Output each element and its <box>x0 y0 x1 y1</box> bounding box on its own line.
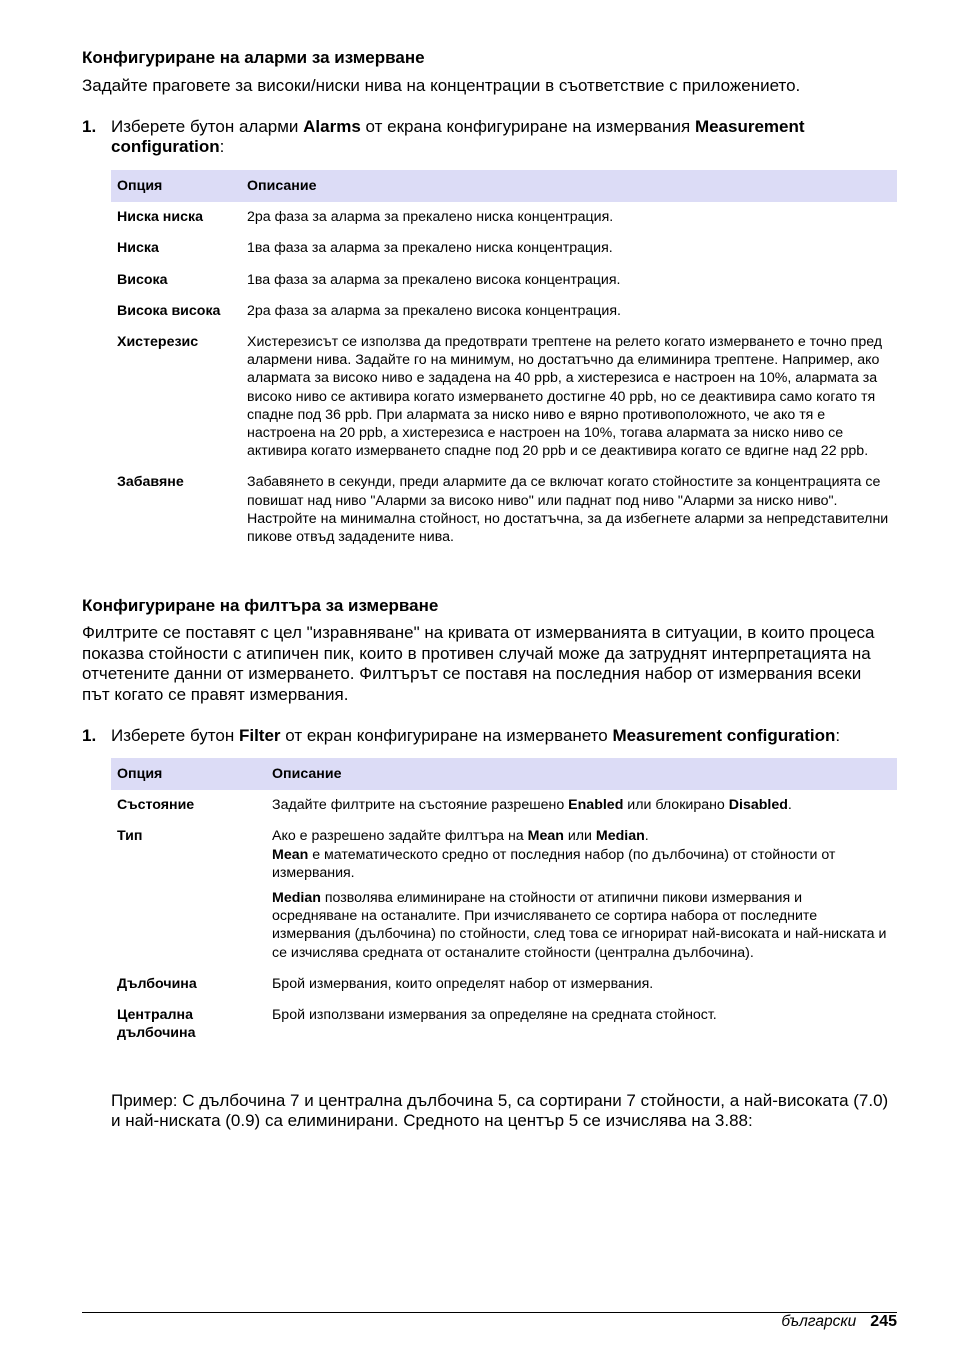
footer-language: български <box>781 1313 857 1330</box>
option-description: 2ра фаза за аларма за прекалено висока концентрация. <box>247 302 621 319</box>
filter-button-name: Filter <box>238 726 281 745</box>
table-row <box>111 969 897 1000</box>
option-description: Забавянето в секунди, преди алармите да се включат когато стойностите за концентрацията се повишат над ниво "Аларми за високо ниво" или паднат под ниво "Аларми за ниско ниво". Настройте на минимална стойност, но достатъчна, за да избегнете аларми за непредставителни пикове отвъд зададените нива. <box>247 474 889 546</box>
header-option: Опция <box>111 170 241 202</box>
option-name: Централна дълбочина <box>117 1007 196 1042</box>
table-row <box>111 265 897 296</box>
step-number: 1. <box>82 726 97 745</box>
table-row <box>111 790 897 821</box>
option-description: 1ва фаза за аларма за прекалено ниска концентрация. <box>247 240 613 257</box>
alarms-button-name: Alarms <box>303 117 361 136</box>
table-row <box>111 1000 897 1049</box>
option-name: Състояние <box>117 797 195 814</box>
table-header-row <box>111 170 897 202</box>
step-text: Изберете бутон аларми Alarms от екрана конфигуриране на измервания Measurement configuration: <box>111 117 805 156</box>
table-row <box>111 327 897 467</box>
filter-heading: Конфигуриране на филтъра за измерване <box>82 596 439 615</box>
option-description: Брой измервания, които определят набор от измервания. <box>272 975 654 992</box>
option-name: Хистерезис <box>117 334 199 351</box>
option-name: Ниска ниска <box>117 209 203 226</box>
option-name: Дълбочина <box>117 975 197 992</box>
filter-options-table <box>111 758 897 1049</box>
table-row <box>111 233 897 264</box>
option-name: Тип <box>117 828 143 845</box>
page-number: 245 <box>870 1313 897 1330</box>
example-paragraph: Пример: С дълбочина 7 и централна дълбочина 5, са сортирани 7 стойности, а най-високата (7.0) и най-ниската (0.9) са елиминирани. Средното на център 5 се изчислява на 3.88: <box>111 1091 889 1130</box>
screen-name: Measurement configuration <box>612 726 836 745</box>
option-description: Задайте филтрите на състояние разрешено Enabled или блокирано Disabled. <box>272 797 792 814</box>
alarms-options-table <box>111 170 897 553</box>
table-header-row <box>111 758 897 790</box>
option-description: Ако е разрешено задайте филтъра на Mean или Median. Mean е математическото средно от последния набор (по дълбочина) от стойности от измервания. Median позволява елиминиране на стойности от атипични пикови измервания и осредняване на останалите. При изчисляването се сортира набора от последните измервания (дълбочина) по стойности, след това се игнорират най-високата и най-ниската и се изчислява средната от останалите стойности (централна дълбочина). <box>272 828 887 961</box>
step-text: Изберете бутон Filter от екран конфигуриране на измерването Measurement configuration: <box>111 726 841 745</box>
option-description: Хистерезисът се използва да предотврати трептене на релето когато измерването е точно пред алармени нива. Задайте го на минимум, но достатъчно да елиминира трептене. Например, ако алармата за високо ниво е зададена на 40 ppb, а хистерезиса е настроен на 10%, алармата за високо ниво се активира когато измерването достигне 40 ppb, но се деактивира само когато тя спадне под 36 ppb. При алармата за ниско ниво е вярно противоположното, че ако тя е настроена на 20 ppb, а хистерезиса е настроен на 10%, тогава алармата за ниско ниво се активира когато измерването спадне под 20 ppb и се деактивира когато се вдигне над 22 ppb. <box>247 334 883 460</box>
screen-name: Measurement configuration <box>111 117 805 156</box>
alarms-heading: Конфигуриране на аларми за измерване <box>82 48 425 67</box>
option-name: Ниска <box>117 240 159 257</box>
option-description: 1ва фаза за аларма за прекалено висока концентрация. <box>247 271 621 288</box>
alarms-intro: Задайте праговете за високи/ниски нива на концентрации в съответствие с приложението. <box>82 76 801 95</box>
header-description: Описание <box>241 170 897 202</box>
option-description: 2ра фаза за аларма за прекалено ниска концентрация. <box>247 209 614 226</box>
option-name: Висока висока <box>117 302 221 319</box>
option-name: Забавяне <box>117 474 184 491</box>
page-footer <box>781 1313 897 1331</box>
footer-divider <box>82 1312 897 1313</box>
table-row <box>111 821 897 968</box>
table-row <box>111 296 897 327</box>
option-description: Брой използвани измервания за определяне на средната стойност. <box>272 1007 717 1024</box>
table-row <box>111 202 897 233</box>
header-description: Описание <box>266 758 897 790</box>
header-option: Опция <box>111 758 266 790</box>
filter-intro: Филтрите се поставят с цел "изравняване" на кривата от измерванията в ситуации, в които процеса показва стойности с атипичен пик, които в противен случай може да затруднят интерпретацията на отчетените данни от измерването. Филтърът се поставя на последния набор от измервания всеки път когато се правят измервания. <box>82 623 875 704</box>
option-name: Висока <box>117 271 168 288</box>
step-number: 1. <box>82 117 97 136</box>
table-row <box>111 467 897 553</box>
